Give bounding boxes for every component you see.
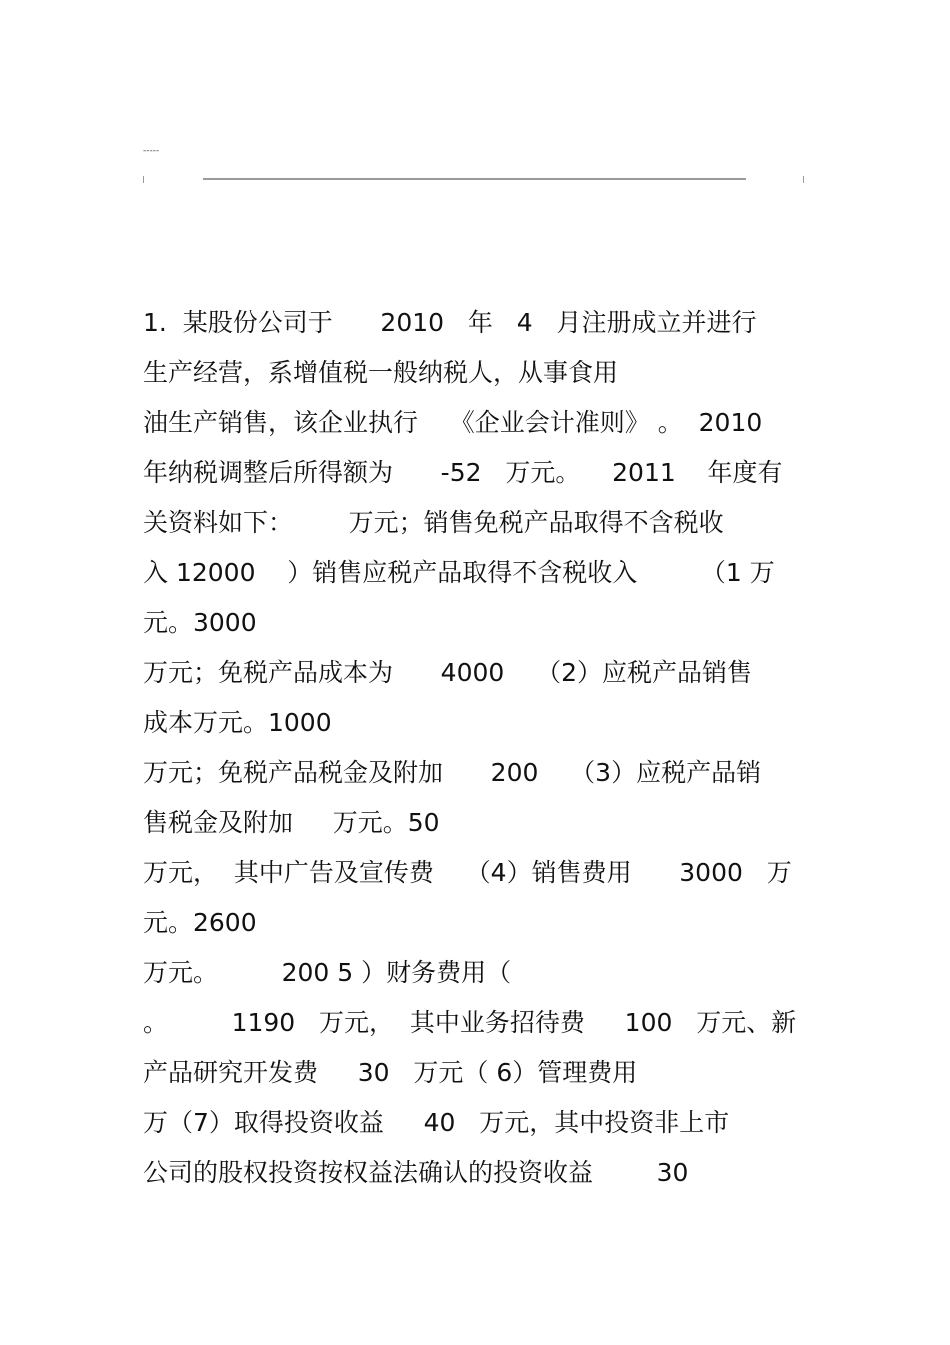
text-line: 油生产销售，该企业执行 《企业会计准则》 。 2010 [143, 408, 763, 437]
header-right-tick [803, 176, 804, 183]
text-line: 入 12000 ）销售应税产品取得不含税收入 （1 万 [143, 558, 775, 587]
text-line: 成本万元。1000 [143, 708, 332, 737]
text-line: 万元， 其中广告及宣传费 （4）销售费用 3000 万 [143, 858, 792, 887]
text-line: 万元。 200 5 ）财务费用（ [143, 958, 512, 987]
text-line: 。 1190 万元， 其中业务招待费 100 万元、新 [143, 1008, 797, 1037]
header-left-tick [143, 176, 144, 183]
text-line: 元。2600 [143, 908, 257, 937]
header-rule [203, 178, 746, 180]
text-line: 售税金及附加 万元。50 [143, 808, 440, 837]
text-line: 万元；免税产品税金及附加 200 （3）应税产品销 [143, 758, 762, 787]
text-line: 生产经营，系增值税一般纳税人，从事食用 [143, 358, 619, 387]
text-line: 年纳税调整后所得额为 -52 万元。 2011 年度有 [143, 458, 783, 487]
text-line: 1. 某股份公司于 2010 年 4 月注册成立并进行 [143, 308, 757, 337]
text-line: 万（7）取得投资收益 40 万元，其中投资非上市 [143, 1108, 730, 1137]
text-line: 元。3000 [143, 608, 257, 637]
problem-text [143, 298, 807, 1198]
text-line: 关资料如下： 万元；销售免税产品取得不含税收 [143, 508, 724, 537]
header-mark: ----- [143, 146, 160, 156]
text-line: 万元；免税产品成本为 4000 （2）应税产品销售 [143, 658, 752, 687]
text-line: 产品研究开发费 30 万元（ 6）管理费用 [143, 1058, 638, 1087]
text-line: 公司的股权投资按权益法确认的投资收益 30 [143, 1158, 689, 1187]
